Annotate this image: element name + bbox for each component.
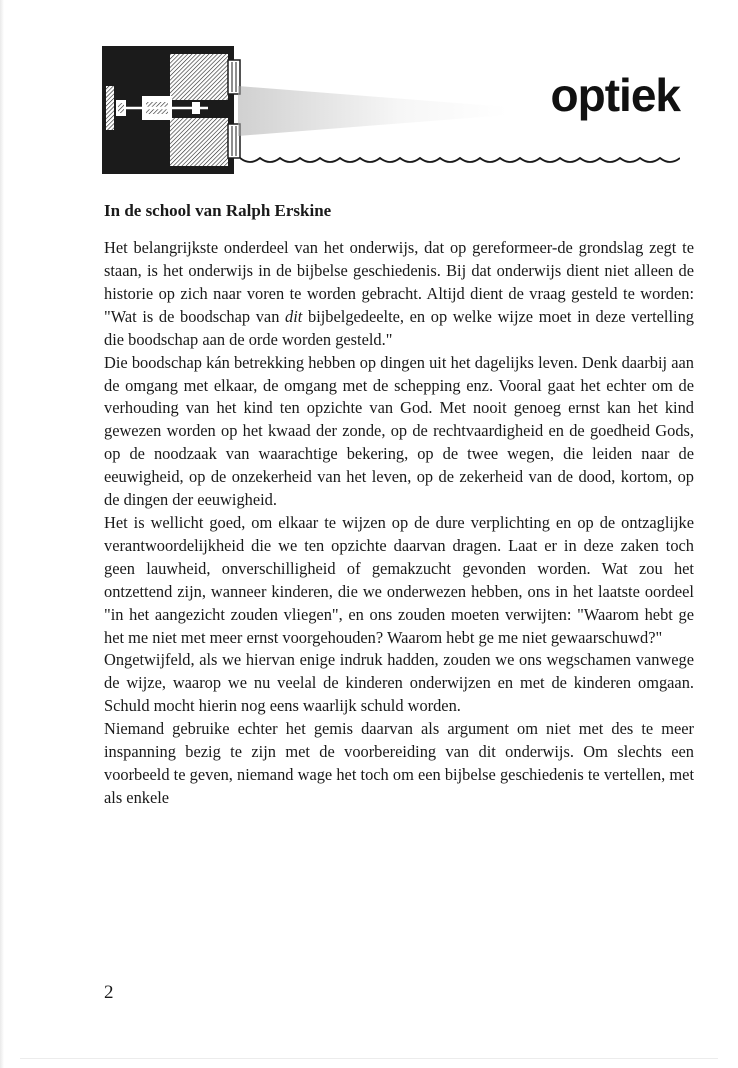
wave-divider [240, 150, 680, 170]
paragraph-4: Ongetwijfeld, als we hiervan enige indruk hadden, zouden we ons wegschamen vanwege de wijze, waarop we nu veelal de kinderen onderwijzen en met de kinderen omgaan. Schuld mocht hierin nog eens waarlijk schuld worden. [104, 650, 694, 716]
paragraph-1 [104, 237, 694, 352]
binoculars-icon [102, 46, 244, 174]
paragraph-1-text-a: Het belangrijkste onderdeel van het onderwijs, dat op gereformeer-de grondslag zegt te staan, is het onderwijs in de bijbelse geschiedenis. Bij dat onderwijs dient niet alleen de historie op zich naar voren te worden gebracht. Altijd dient de vraag gesteld te worden: "Wat is de boodschap van [104, 238, 694, 326]
article-title: In de school van Ralph Erskine [104, 201, 332, 220]
paragraph-1-text-b: bijbelgedeelte, en op welke wijze moet in deze vertelling die boodschap aan de orde worden gesteld." [104, 306, 694, 349]
section-title: optiek [550, 69, 680, 121]
page-bottom-edge [20, 1058, 718, 1059]
light-beam [238, 86, 508, 136]
paragraph-3: Het is wellicht goed, om elkaar te wijzen op de dure verplichting en op de ontzaglijke verantwoordelijkheid die we ten opzichte daarvan dragen. Laat er in deze zaken toch geen lauwheid, onverschilligheid of gemakzucht gevonden worden. Wat zou het ontzettend zijn, wanneer kinderen, die we onderwezen hebben, ons in het laatste oordeel "in het aangezicht zouden vliegen", en ons zouden moeten verwijten: "Waarom hebt ge het me niet met meer ernst voorgehouden? Waarom hebt ge me niet gewaarschuwd?" [104, 512, 694, 647]
page-edge [0, 0, 4, 1068]
paragraph-1-emphasis: dit [285, 306, 303, 326]
page-number: 2 [104, 982, 114, 1003]
paragraph-5: Niemand gebruike echter het gemis daarvan als argument om niet met des te meer inspanning bezig te zijn met de voorbereiding van dit onderwijs. Om slechts een voorbeeld te geven, niemand wage het toch om een bijbelse geschiedenis te vertellen, met als enkele [104, 719, 694, 807]
paragraph-2: Die boodschap kán betrekking hebben op dingen uit het dagelijks leven. Denk daarbij aan de omgang met elkaar, de omgang met de schepping enz. Vooral gaat het echter om de verhouding van het kind ten opzichte van God. Met nooit genoeg ernst kan het kind gewezen worden op het kwaad der zonde, op de rechtvaardigheid en de goedheid Gods, op de noodzaak van waarachtige bekering, op de twee wegen, die leiden naar de eeuwigheid, op de onzekerheid van het leven, op de zekerheid van de dood, kortom, op de dingen der eeuwigheid. [104, 352, 694, 510]
article [104, 200, 694, 810]
